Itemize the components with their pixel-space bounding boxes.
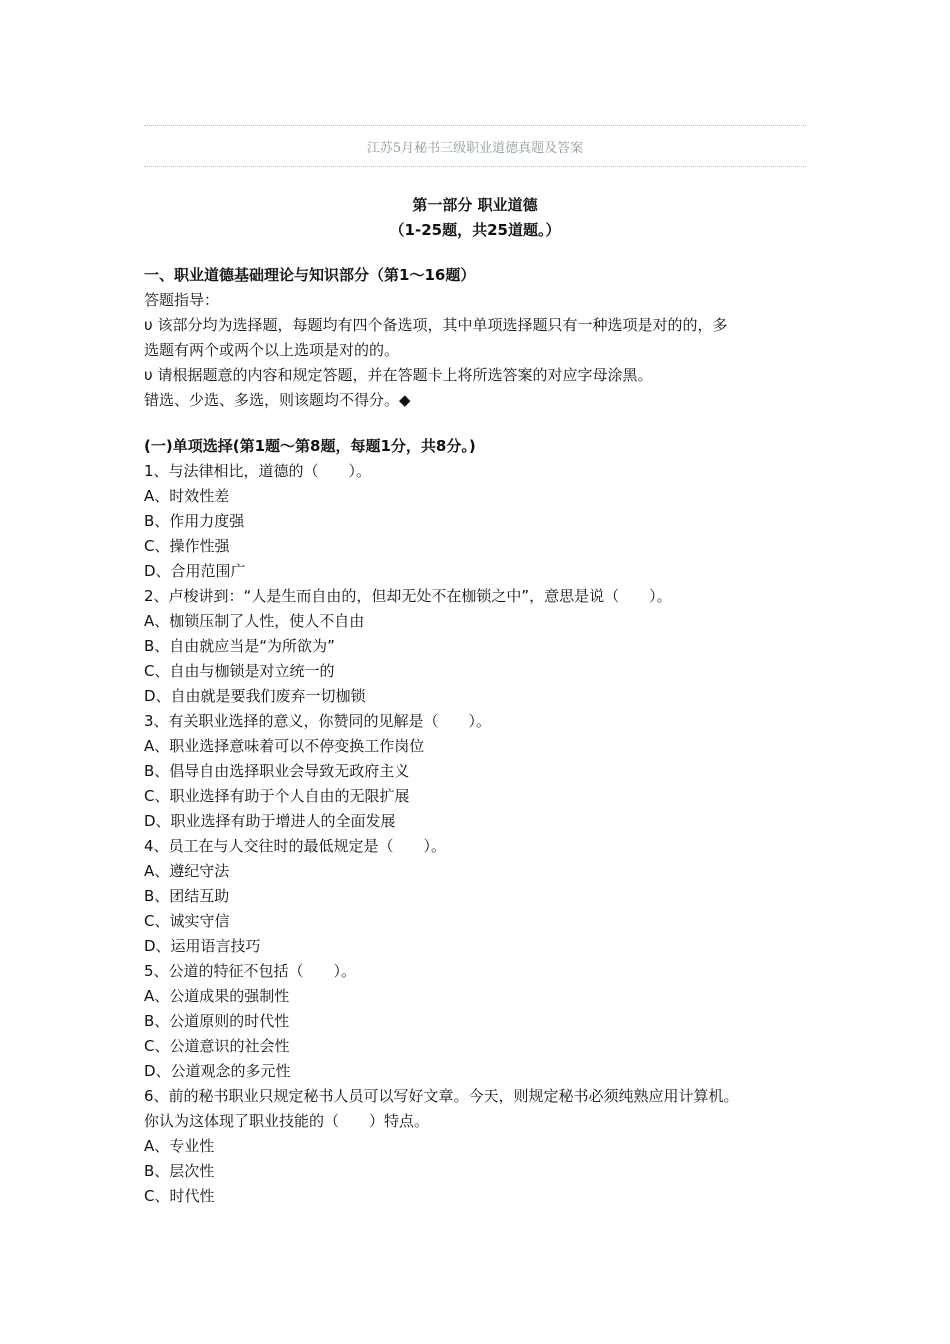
part-title: 第一部分 职业道德 [412, 196, 538, 214]
guide-line-3: 错选、少选、多选，则该题均不得分。◆ [144, 391, 411, 409]
question-4 [144, 834, 808, 959]
question-5 [144, 959, 808, 1084]
option-b: B、作用力度强 [144, 512, 245, 530]
question-stem: 2、卢梭讲到：“人是生而自由的，但却无处不在枷锁之中”，意思是说（ ）。 [144, 587, 672, 605]
option-c: C、公道意识的社会性 [144, 1037, 290, 1055]
option-a: A、专业性 [144, 1137, 215, 1155]
subsection-heading: (一)单项选择(第1题～第8题，每题1分，共8分。) [144, 437, 476, 455]
guide-line-1b: 选题有两个或两个以上选项是对的的。 [144, 341, 400, 359]
option-c: C、职业选择有助于个人自由的无限扩展 [144, 787, 410, 805]
question-2 [144, 584, 808, 709]
option-c: C、诚实守信 [144, 912, 230, 930]
option-d: D、公道观念的多元性 [144, 1062, 291, 1080]
question-stem-line-2: 你认为这体现了职业技能的（ ）特点。 [144, 1112, 430, 1130]
option-d: D、合用范围广 [144, 562, 246, 580]
option-a: A、职业选择意味着可以不停变换工作岗位 [144, 737, 425, 755]
section-heading: 一、职业道德基础理论与知识部分（第1～16题） [144, 266, 476, 284]
question-stem: 1、与法律相比，道德的（ ）。 [144, 462, 372, 480]
option-b: B、自由就应当是“为所欲为” [144, 637, 335, 655]
question-stem-line-1: 6、前的秘书职业只规定秘书人员可以写好文章。今天，则规定秘书必须纯熟应用计算机。 [144, 1087, 739, 1105]
guide-line-2: υ 请根据题意的内容和规定答题，并在答题卡上将所选答案的对应字母涂黑。 [144, 366, 653, 384]
option-a: A、时效性差 [144, 487, 230, 505]
spacer [144, 413, 808, 434]
guide-label: 答题指导： [144, 291, 220, 309]
option-b: B、层次性 [144, 1162, 215, 1180]
header-bottom-rule [144, 166, 806, 167]
question-6 [144, 1084, 808, 1209]
option-a: A、公道成果的强制性 [144, 987, 290, 1005]
guide-line-1a: υ 该部分均为选择题，每题均有四个备选项，其中单项选择题只有一种选项是对的的，多 [144, 316, 728, 334]
option-b: B、倡导自由选择职业会导致无政府主义 [144, 762, 410, 780]
question-stem: 3、有关职业选择的意义，你赞同的见解是（ ）。 [144, 712, 492, 730]
part-subtitle: （1-25题，共25道题。） [389, 221, 561, 239]
option-c: C、时代性 [144, 1187, 215, 1205]
option-c: C、操作性强 [144, 537, 230, 555]
option-a: A、枷锁压制了人性，使人不自由 [144, 612, 365, 630]
question-stem: 5、公道的特征不包括（ ）。 [144, 962, 357, 980]
option-d: D、运用语言技巧 [144, 937, 261, 955]
question-3 [144, 709, 808, 834]
option-c: C、自由与枷锁是对立统一的 [144, 662, 335, 680]
option-a: A、遵纪守法 [144, 862, 230, 880]
document-body [144, 263, 808, 1209]
option-d: D、职业选择有助于增进人的全面发展 [144, 812, 396, 830]
option-b: B、团结互助 [144, 887, 230, 905]
header-title: 江苏5月秘书三级职业道德真题及答案 [366, 141, 584, 156]
question-stem: 4、员工在与人交往时的最低规定是（ ）。 [144, 837, 447, 855]
option-b: B、公道原则的时代性 [144, 1012, 290, 1030]
option-d: D、自由就是要我们废弃一切枷锁 [144, 687, 366, 705]
header-top-rule [144, 125, 806, 126]
question-1 [144, 459, 808, 584]
